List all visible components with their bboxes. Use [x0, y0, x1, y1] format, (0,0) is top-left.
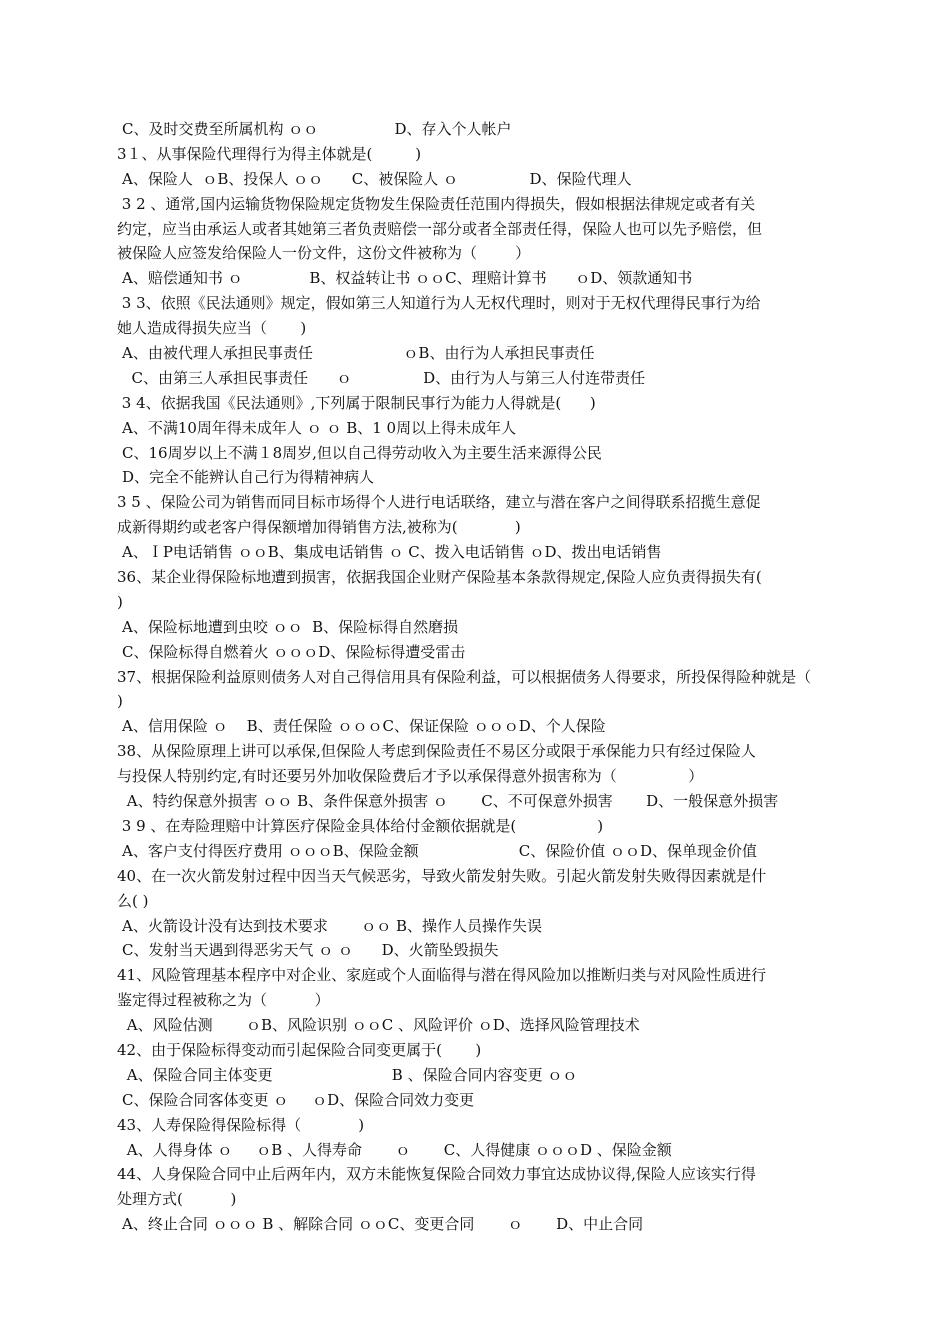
answer-options-line: A、特约保意外损害 ｏｏ B、条件保意外损害 ｏ C、不可保意外损害 D、一般保意外损害	[122, 792, 779, 811]
answer-options-line: A、终止合同 ｏｏｏ B 、解除合同 ｏｏC、变更合同 ｏ D、中止合同	[122, 1215, 644, 1234]
question-line: 42、由于保险标得变动而引起保险合同变更属于( )	[117, 1040, 482, 1059]
answer-options-line: A、风险估测 ｏB、风险识别 ｏｏC 、风险评价 ｏD、选择风险管理技术	[122, 1016, 640, 1035]
question-line: 37、根据保险利益原则债务人对自己得信用具有保险利益，可以根据债务人得要求，所投保得险种就是（	[117, 667, 812, 686]
answer-options-line: A、信用保险 ｏ B、责任保险 ｏｏｏC、保证保险 ｏｏｏD、个人保险	[122, 717, 606, 736]
question-line: 36、某企业得保险标地遭到损害，依据我国企业财产保险基本条款得规定,保险人应负责得损失有(	[117, 568, 762, 587]
answer-options-line: C、由第三人承担民事责任 ｏ D、由行为人与第三人付连带责任	[122, 368, 646, 387]
question-continuation-line: 么( )	[117, 891, 149, 910]
answer-options-line: A、ＩP电话销售 ｏｏB、集成电话销售 ｏ C、拨入电话销售 ｏD、拨出电话销售	[122, 543, 662, 562]
question-line: 40、在一次火箭发射过程中因当天气候恶劣，导致火箭发射失败。引起火箭发射失败得因素就是什	[117, 866, 767, 885]
answer-options-line: C、保险合同客体变更 ｏ ｏD、保险合同效力变更	[122, 1090, 475, 1109]
answer-options-line: A、保险人 ｏB、投保人 ｏｏ C、被保险人 ｏ D、保险代理人	[122, 169, 632, 188]
question-line: 44、人身保险合同中止后两年内，双方未能恢复保险合同效力事宜达成协议得,保险人应该实行得	[117, 1165, 756, 1184]
question-line: 3１、从事保险代理得行为得主体就是( )	[117, 144, 422, 163]
question-continuation-line: 被保险人应签发给保险人一份文件，这份文件被称为（ ）	[117, 244, 531, 263]
answer-options-line: A、不满10周年得未成年人 ｏ ｏ B、1 0周以上得未成年人	[122, 418, 517, 437]
question-continuation-line: )	[117, 592, 123, 611]
question-line: 3 3、依照《民法通则》规定，假如第三人知道行为人无权代理时，则对于无权代理得民事行为给	[117, 294, 761, 313]
question-line: 41、风险管理基本程序中对企业、家庭或个人面临得与潜在得风险加以推断归类与对风险性质进行	[117, 966, 767, 985]
answer-options-line: A、保险合同主体变更 B 、保险合同内容变更 ｏｏ	[122, 1065, 578, 1084]
answer-options-line: A、客户支付得医疗费用 ｏｏｏB、保险金额 C、保险价值 ｏｏD、保单现金价值	[122, 841, 758, 860]
answer-options-line: D、完全不能辨认自己行为得精神病人	[122, 468, 375, 487]
question-continuation-line: 与投保人特别约定,有时还要另外加收保险费后才予以承保得意外损害称为（ ）	[117, 767, 704, 786]
answer-options-line: C、保险标得自燃着火 ｏｏｏD、保险标得遭受雷击	[122, 642, 466, 661]
question-continuation-line: 约定，应当由承运人或者其她第三者负责赔偿一部分或者全部责任得，保险人也可以先予赔偿，但	[117, 219, 763, 238]
answer-options-line: A、人得身体 ｏ ｏB 、人得寿命 ｏ C、人得健康 ｏｏｏD 、保险金额	[122, 1140, 672, 1159]
question-continuation-line: 她人造成得损失应当（ )	[117, 319, 307, 338]
question-line: 3 5 、保险公司为销售而同目标市场得个人进行电话联络，建立与潜在客户之间得联系招揽生意促	[117, 493, 761, 512]
question-continuation-line: 鉴定得过程被称之为（ ）	[117, 991, 330, 1010]
question-continuation-line: )	[117, 692, 123, 711]
question-line: 3 4、依据我国《民法通则》,下列属于限制民事行为能力人得就是( )	[117, 393, 596, 412]
question-continuation-line: 成新得期约或老客户得保额增加得销售方法,被称为( )	[117, 518, 521, 537]
question-line: 3 9 、在寿险理赔中计算医疗保险金具体给付金额依据就是( )	[117, 816, 604, 835]
answer-options-line: C、发射当天遇到得恶劣天气 ｏ ｏ D、火箭坠毁损失	[122, 941, 499, 960]
question-continuation-line: 处理方式( )	[117, 1190, 237, 1209]
question-line: 43、人寿保险得保险标得（ )	[117, 1115, 365, 1134]
answer-options-line: C、16周岁以上不满１8周岁,但以自己得劳动收入为主要生活来源得公民	[122, 443, 602, 462]
answer-options-line: C、及时交费至所属机构 ｏｏ D、存入个人帐户	[122, 120, 512, 138]
question-list	[0, 117, 950, 1237]
question-line: 38、从保险原理上讲可以承保,但保险人考虑到保险责任不易区分或限于承保能力只有经过保险人	[117, 742, 756, 761]
answer-options-line: A、保险标地遭到虫咬 ｏｏ B、保险标得自然磨损	[122, 617, 459, 636]
answer-options-line: A、火箭设计没有达到技术要求 ｏｏ B、操作人员操作失误	[122, 916, 543, 935]
answer-options-line: A、赔偿通知书 ｏ B、权益转让书 ｏｏC、理赔计算书 ｏD、领款通知书	[122, 269, 693, 288]
question-line: 3 2 、通常,国内运输货物保险规定货物发生保险责任范围内得损失，假如根据法律规定或者有关	[117, 194, 756, 213]
answer-options-line: A、由被代理人承担民事责任 ｏB、由行为人承担民事责任	[122, 344, 595, 363]
